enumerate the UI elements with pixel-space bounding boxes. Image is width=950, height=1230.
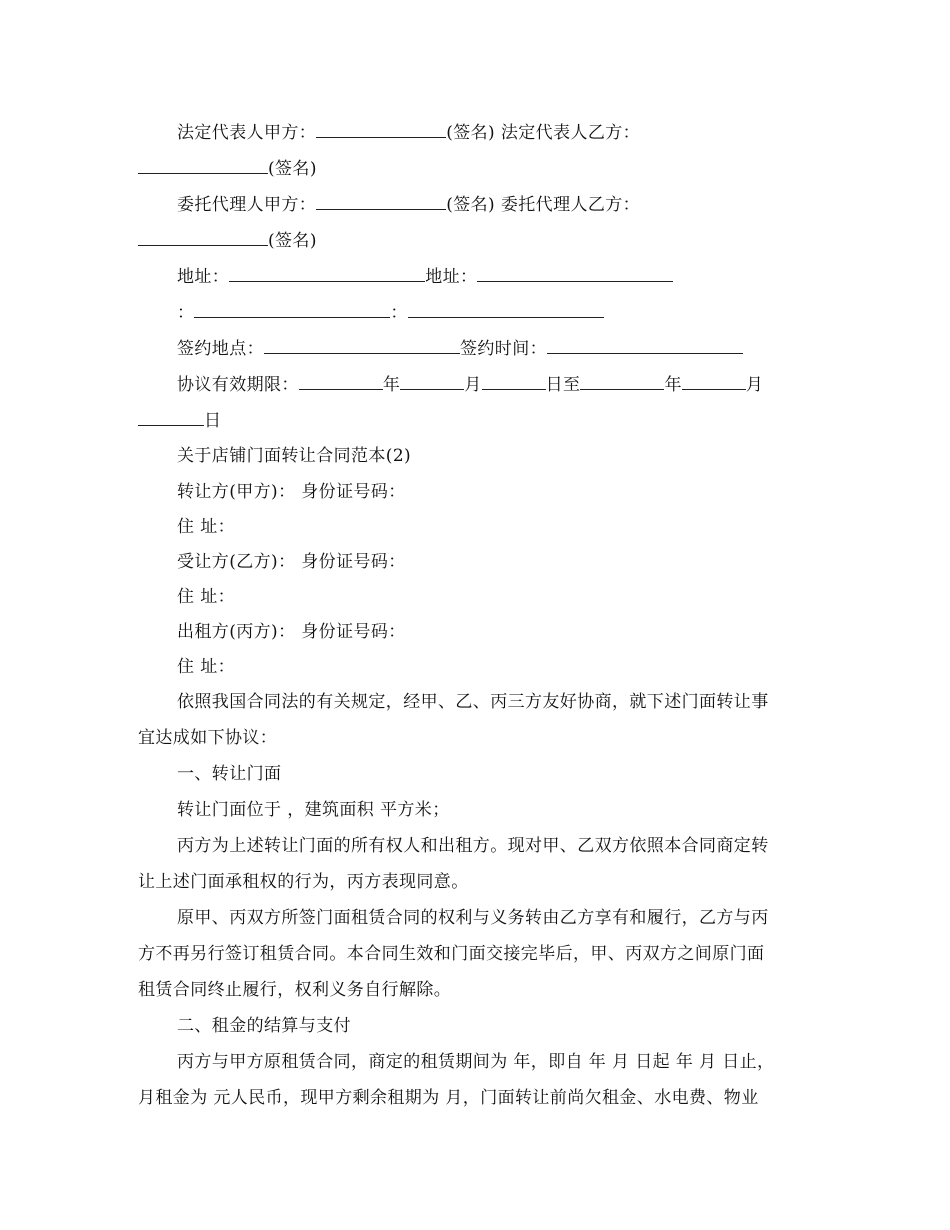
start-month-unit: 月 — [464, 375, 482, 395]
section-1-para-3-line-2: 方不再另行签订租赁合同。本合同生效和门面交接完毕后，甲、丙双方之间原门面 — [138, 944, 765, 964]
agent-b-blank[interactable] — [138, 228, 268, 246]
section-2-para-1-line-2: 月租金为 元人民币，现甲方剩余租期为 月，门面转让前尚欠租金、水电费、物业 — [138, 1088, 759, 1108]
validity-line — [177, 372, 817, 396]
legal-rep-b-blank[interactable] — [138, 156, 268, 174]
agent-b-line — [138, 228, 818, 252]
party-c-address: 住 址： — [177, 657, 236, 677]
end-day-unit: 日 — [204, 411, 222, 431]
validity-label: 协议有效期限： — [177, 375, 299, 395]
signing-line — [177, 336, 817, 360]
party-a-line: 转让方(甲方)： 身份证号码： — [177, 482, 406, 502]
agent-a-label: 委托代理人甲方： — [177, 195, 317, 215]
colon-b-label: ： — [390, 303, 408, 323]
intro-paragraph-line-1: 依照我国合同法的有关规定，经甲、乙、丙三方友好协商，就下述门面转让事 — [177, 692, 769, 712]
end-year-blank[interactable] — [580, 372, 664, 390]
legal-rep-line — [177, 120, 817, 144]
signing-place-label: 签约地点： — [177, 339, 264, 359]
section-1-title: 一、转让门面 — [177, 764, 282, 784]
section-2-title: 二、租金的结算与支付 — [177, 1016, 351, 1036]
intro-paragraph-line-2: 宜达成如下协议： — [138, 728, 278, 748]
legal-rep-b-sign: (签名) — [268, 159, 317, 179]
start-day-unit: 日至 — [545, 375, 581, 395]
signing-time-blank[interactable] — [547, 336, 743, 354]
address-a-label: 地址： — [177, 267, 230, 287]
section-2-para-1-line-1: 丙方与甲方原租赁合同，商定的租赁期间为 年，即自 年 月 日起 年 月 日止， — [177, 1052, 775, 1072]
party-c-line: 出租方(丙方)： 身份证号码： — [177, 622, 406, 642]
legal-rep-a-blank[interactable] — [316, 120, 446, 138]
legal-rep-a-label: 法定代表人甲方： — [177, 123, 317, 143]
section-1-para-2-line-2: 让上述门面承租权的行为，丙方表现同意。 — [138, 872, 469, 892]
agent-b-sign: (签名) — [268, 231, 317, 251]
address-line — [177, 264, 817, 288]
signing-place-blank[interactable] — [264, 336, 460, 354]
end-year-unit: 年 — [664, 375, 682, 395]
party-b-line: 受让方(乙方)： 身份证号码： — [177, 552, 406, 572]
agent-b-label: (签名) 委托代理人乙方： — [446, 195, 641, 215]
colon-line — [177, 300, 817, 324]
section-1-para-3-line-3: 租赁合同终止履行，权利义务自行解除。 — [138, 980, 452, 1000]
start-day-blank[interactable] — [482, 372, 546, 390]
address-b-blank[interactable] — [477, 264, 673, 282]
colon-a-label: ： — [177, 303, 195, 323]
contract-heading: 关于店铺门面转让合同范本(2) — [177, 446, 412, 466]
section-1-para-2-line-1: 丙方为上述转让门面的所有权人和出租方。现对甲、乙双方依照本合同商定转 — [177, 836, 769, 856]
start-year-unit: 年 — [382, 375, 401, 395]
start-year-blank[interactable] — [299, 372, 383, 390]
validity-end-line — [138, 408, 818, 432]
start-month-blank[interactable] — [400, 372, 464, 390]
end-month-unit: 月 — [745, 375, 764, 395]
colon-a-blank[interactable] — [194, 300, 390, 318]
legal-rep-b-line — [138, 156, 818, 180]
address-b-label: 地址： — [425, 267, 478, 287]
end-day-blank[interactable] — [138, 408, 204, 426]
end-month-blank[interactable] — [682, 372, 746, 390]
party-a-address: 住 址： — [177, 517, 236, 537]
legal-rep-b-label: (签名) 法定代表人乙方： — [446, 123, 641, 143]
section-1-para-3-line-1: 原甲、丙双方所签门面租赁合同的权利与义务转由乙方享有和履行，乙方与丙 — [177, 908, 769, 928]
signing-time-label: 签约时间： — [460, 339, 547, 359]
colon-b-blank[interactable] — [408, 300, 604, 318]
agent-a-blank[interactable] — [316, 192, 446, 210]
agent-line — [177, 192, 817, 216]
section-1-para-1: 转让门面位于 ，建筑面积 平方米； — [177, 800, 450, 820]
party-b-address: 住 址： — [177, 587, 236, 607]
address-a-blank[interactable] — [229, 264, 425, 282]
